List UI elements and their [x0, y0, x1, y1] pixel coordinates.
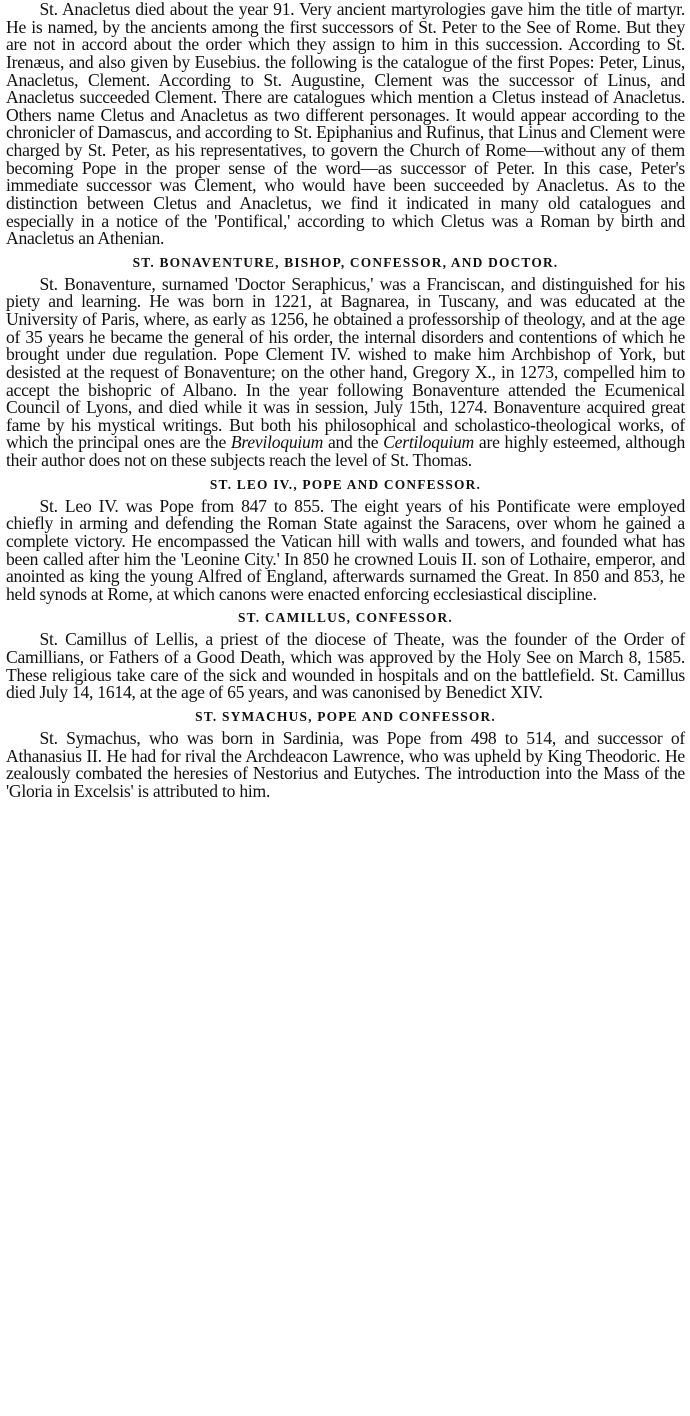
symachus-heading: ST. SYMACHUS, POPE AND CONFESSOR. [195, 708, 496, 724]
section-anacletus [6, 1, 685, 248]
bonaventure-heading: ST. BONAVENTURE, BISHOP, CONFESSOR, AND DOCTOR. [132, 254, 559, 270]
bonaventure-text-part2: are highly esteemed, although their author does not on these subjects reach the level of St. Thomas. [6, 432, 685, 470]
anacletus-paragraph: St. Anacletus died about the year 91. Very ancient martyrologies gave him the title of martyr. He is named, by the ancients among the first successors of St. Peter to the See of Rome. But they are not in accord about the order which they assign to him in this succession. According to St. Irenæus, and also given by Eusebius. the following is the catalogue of the first Popes: Peter, Linus, Anacletus, Clement. According to St. Augustine, Clement was the successor of Linus, and Anacletus succeeded Clement. There are catalogues which mention a Cletus instead of Anacletus. Others name Cletus and Anacletus as two different personages. It would appear according to the chronicler of Damascus, and according to St. Epiphanius and Rufinus, that Linus and Clement were charged by St. Peter, as his representatives, to govern the Church of Rome—without any of them becoming Pope in the proper sense of the word—as successor of Peter. In this case, Peter's immediate successor was Clement, who would have been succeeded by Anacletus. As to the distinction between Cletus and Anacletus, we find it indicated in many old catalogues and especially in a notice of the 'Pontifical,' according to which Cletus was a Roman by birth and Anacletus an Athenian. [6, 0, 685, 249]
section-symachus [6, 702, 685, 801]
section-bonaventure [6, 248, 685, 470]
leo-heading: ST. LEO IV., POPE AND CONFESSOR. [209, 476, 482, 492]
bonaventure-paragraph [6, 273, 685, 470]
bonaventure-text-part1: St. Bonaventure, surnamed 'Doctor Seraphicus,' was a Franciscan, and distinguished for his piety and learning. He was born in 1221, at Bagnarea, in Tuscany, and was educated at the University of Paris, where, as early as 1256, he obtained a professorship of theology, and at the age of 35 years he became the general of his order, the internal disorders and contentions of which he brought under due regulation. Pope Clement IV. wished to make him Archbishop of York, but desisted at the request of Bonaventure; on the other hand, Gregory X., in 1273, compelled him to accept the bishopric of Albano. In the year following Bonaventure attended the Ecumenical Council of Lyons, and died while it was in session, July 15th, 1274. Bonaventure acquired great fame by his mystical writings. But both his philosophical and scholastico-theological works, of which the principal ones are the [6, 273, 685, 453]
section-camillus [6, 603, 685, 702]
camillus-paragraph: St. Camillus of Lellis, a priest of the diocese of Theate, was the founder of the Order of Camillians, or Fathers of a Good Death, which was approved by the Holy See on March 8, 1585. These religious take care of the sick and wounded in hospitals and on the battlefield. St. Camillus died July 14, 1614, at the age of 65 years, and was canonised by Benedict XIV. [6, 629, 685, 703]
leo-paragraph: St. Leo IV. was Pope from 847 to 855. The eight years of his Pontificate were employed chiefly in arming and defending the Roman State against the Saracens, over whom he gained a complete victory. He encompassed the Vatican hill with walls and towers, and founded what has been called after him the 'Leonine City.' In 850 he crowned Louis II. son of Lothaire, emperor, and anointed as king the young Alfred of England, afterwards surnamed the Great. In 850 and 853, he held synods at Rome, at which canons were enacted enforcing ecclesiastical discipline. [6, 495, 685, 604]
bonaventure-conjunction: and the [327, 432, 379, 453]
camillus-heading: ST. CAMILLUS, CONFESSOR. [238, 610, 453, 626]
certiloquium-title: Certiloquium [383, 432, 475, 453]
breviloquium-title: Breviloquium [230, 432, 324, 453]
section-leo [6, 470, 685, 604]
symachus-paragraph: St. Symachus, who was born in Sardinia, was Pope from 498 to 514, and successor of Athanasius II. He had for rival the Archdeacon Lawrence, who was upheld by King Theodoric. He zealously combated the heresies of Nestorius and Eutyches. The introduction into the Mass of the 'Gloria in Excelsis' is attributed to him. [6, 727, 685, 801]
